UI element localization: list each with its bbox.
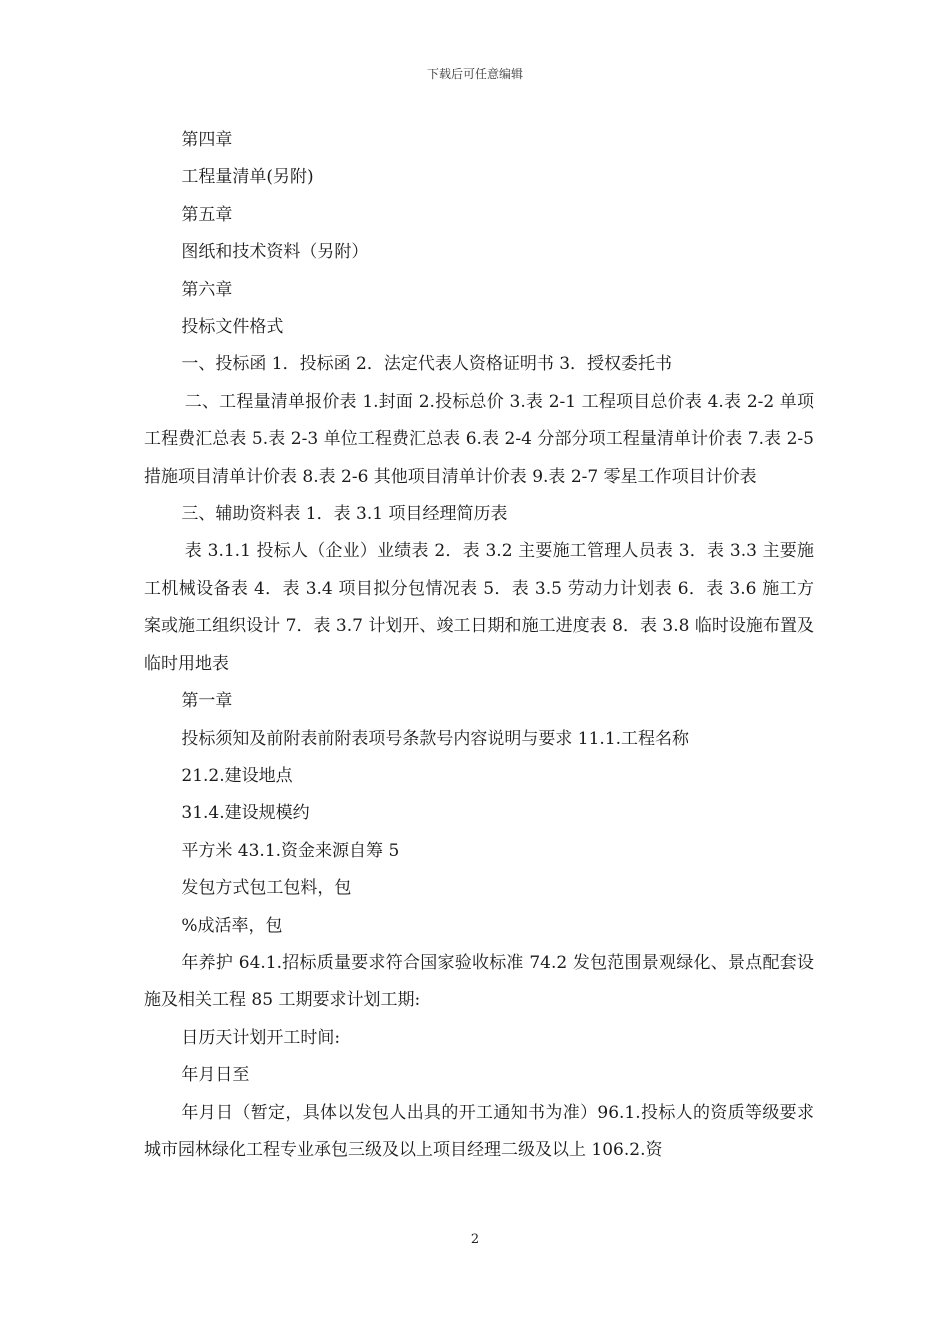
page-header-note: 下载后可任意编辑 — [426, 67, 523, 81]
chapter-title: 投标文件格式 — [181, 317, 284, 338]
body-paragraph: 21.2.建设地点 — [181, 765, 293, 786]
document-body — [144, 122, 814, 1169]
body-paragraph: 平方米 43.1.资金来源自筹 5 — [181, 840, 400, 861]
body-paragraph: 年月日至 — [181, 1065, 250, 1086]
body-paragraph: 一、投标函 1．投标函 2．法定代表人资格证明书 3．授权委托书 — [181, 354, 673, 375]
body-paragraph: 发包方式包工包料，包 — [181, 878, 352, 899]
page-number: 2 — [470, 1232, 480, 1247]
body-paragraph: 31.4.建设规模约 — [181, 803, 310, 824]
body-paragraph: 年养护 64.1.招标质量要求符合国家验收标准 74.2 发包范围景观绿化、景点配套设施及相关工程 85 工期要求计划工期: — [144, 952, 814, 1011]
body-paragraph: 日历天计划开工时间: — [181, 1027, 341, 1048]
body-paragraph: 三、辅助资料表 1．表 3.1 项目经理简历表 — [181, 504, 508, 525]
chapter-heading: 第六章 — [181, 279, 233, 300]
body-paragraph: 年月日（暂定，具体以发包人出具的开工通知书为准）96.1.投标人的资质等级要求城市园林绿化工程专业承包三级及以上项目经理二级及以上 106.2.资 — [144, 1102, 814, 1160]
chapter-heading: 第四章 — [181, 130, 233, 150]
body-paragraph: %成活率，包 — [181, 915, 283, 936]
chapter-heading: 第一章 — [181, 691, 233, 712]
chapter-heading: 第五章 — [181, 204, 233, 225]
chapter-title: 工程量清单(另附) — [181, 167, 314, 188]
chapter-title: 图纸和技术资料（另附） — [181, 242, 369, 263]
body-paragraph: 投标须知及前附表前附表项号条款号内容说明与要求 11.1.工程名称 — [181, 728, 690, 749]
body-paragraph: 表 3.1.1 投标人（企业）业绩表 2．表 3.2 主要施工管理人员表 3．表 3.3 主要施工机械设备表 4．表 3.4 项目拟分包情况表 5．表 3.5 劳动力计划表 6．表 3.6 施工方案或施工组织设计 7．表 3.7 计划开、竣工日期和施工进度表 8．表 3.8 临时设施布置及临时用地表 — [144, 541, 814, 674]
body-paragraph: 二、工程量清单报价表 1.封面 2.投标总价 3.表 2-1 工程项目总价表 4.表 2-2 单项工程费汇总表 5.表 2-3 单位工程费汇总表 6.表 2-4 分部分项工程量清单计价表 7.表 2-5 措施项目清单计价表 8.表 2-6 其他项目清单计价表 9.表 2-7 零星工作项目计价表 — [144, 391, 814, 487]
